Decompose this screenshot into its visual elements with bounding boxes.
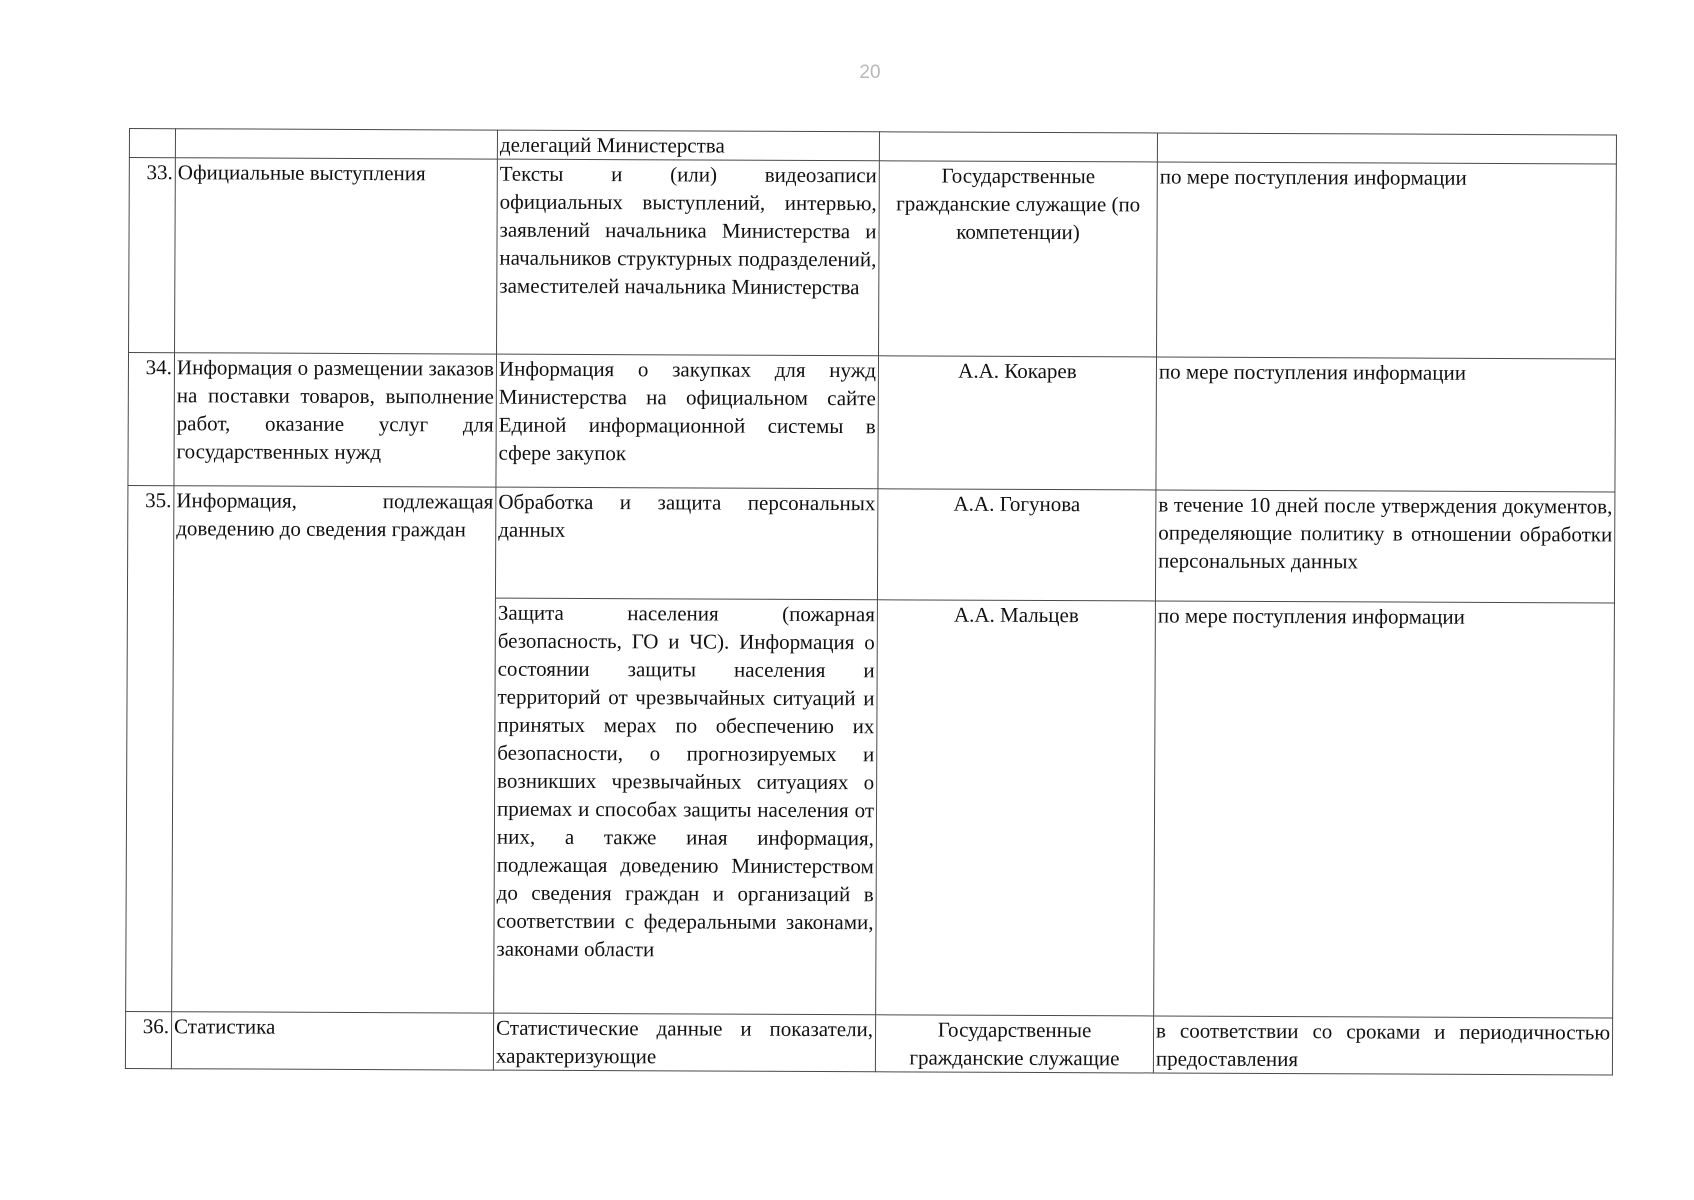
responsible-cell: Государственные гражданские служащие (по компетенции)	[879, 161, 1158, 357]
deadline-cell: по мере поступления информации	[1156, 357, 1616, 492]
row-number: 36.	[125, 1011, 171, 1068]
content-cell: Статистические данные и показатели, характеризующие	[493, 1013, 875, 1072]
topic-cell: Информация, подлежащая доведению до сведения граждан	[172, 486, 496, 1013]
topic-cell: Информация о размещении заказов на поставки товаров, выполнение работ, оказание услуг для государственных нужд	[174, 353, 497, 487]
content-cell: Тексты и (или) видеозаписи официальных выступлений, интервью, заявлений начальника Министерства и начальников структурных подразделений, заместителей начальника Министерства	[497, 159, 880, 356]
content-cell: Обработка и защита персональных данных	[495, 487, 877, 600]
content-cell: делегаций Министерства	[497, 130, 879, 161]
information-table	[125, 128, 1617, 1075]
table-row	[127, 485, 1614, 602]
deadline-cell: по мере поступления информации	[1154, 601, 1615, 1018]
deadline-cell	[1157, 133, 1616, 164]
row-number: 35.	[126, 485, 174, 1011]
deadline-cell: в течение 10 дней после утверждения документов, определяющие политику в отношении обработки персональных данных	[1155, 490, 1614, 603]
table-row	[128, 353, 1616, 492]
topic-cell	[175, 129, 497, 159]
row-number	[129, 129, 175, 158]
topic-cell: Статистика	[171, 1012, 493, 1070]
responsible-cell: А.А. Кокарев	[878, 356, 1157, 490]
responsible-cell: А.А. Мальцев	[876, 600, 1156, 1016]
row-number: 33.	[129, 158, 176, 353]
content-cell: Защита населения (пожарная безопасность, ГО и ЧС). Информация о состоянии защиты населения и территорий от чрезвычайных ситуаций и принятых мерах по обеспечению их безопасности, о прогнозируемых и возникших чрезвычайных ситуациях о приемах и способах защиты населения от них, а также иная информация, подлежащая доведению Министерством до сведения граждан и организаций в соответствии с федеральными законами, законами области	[494, 598, 878, 1015]
row-number: 34.	[128, 353, 175, 486]
table-row	[125, 1011, 1612, 1074]
table-row	[129, 158, 1617, 359]
deadline-cell: по мере поступления информации	[1157, 162, 1617, 359]
deadline-cell: в соответствии со сроками и периодичностью предоставления	[1153, 1016, 1612, 1075]
content-cell: Информация о закупках для нужд Министерства на официальном сайте Единой информационной системы в сфере закупок	[496, 354, 879, 489]
topic-cell: Официальные выступления	[175, 158, 498, 354]
page-number: 20	[859, 62, 881, 83]
responsible-cell: А.А. Гогунова	[877, 489, 1155, 601]
responsible-cell: Государственные гражданские служащие	[875, 1015, 1153, 1073]
responsible-cell	[879, 132, 1157, 162]
